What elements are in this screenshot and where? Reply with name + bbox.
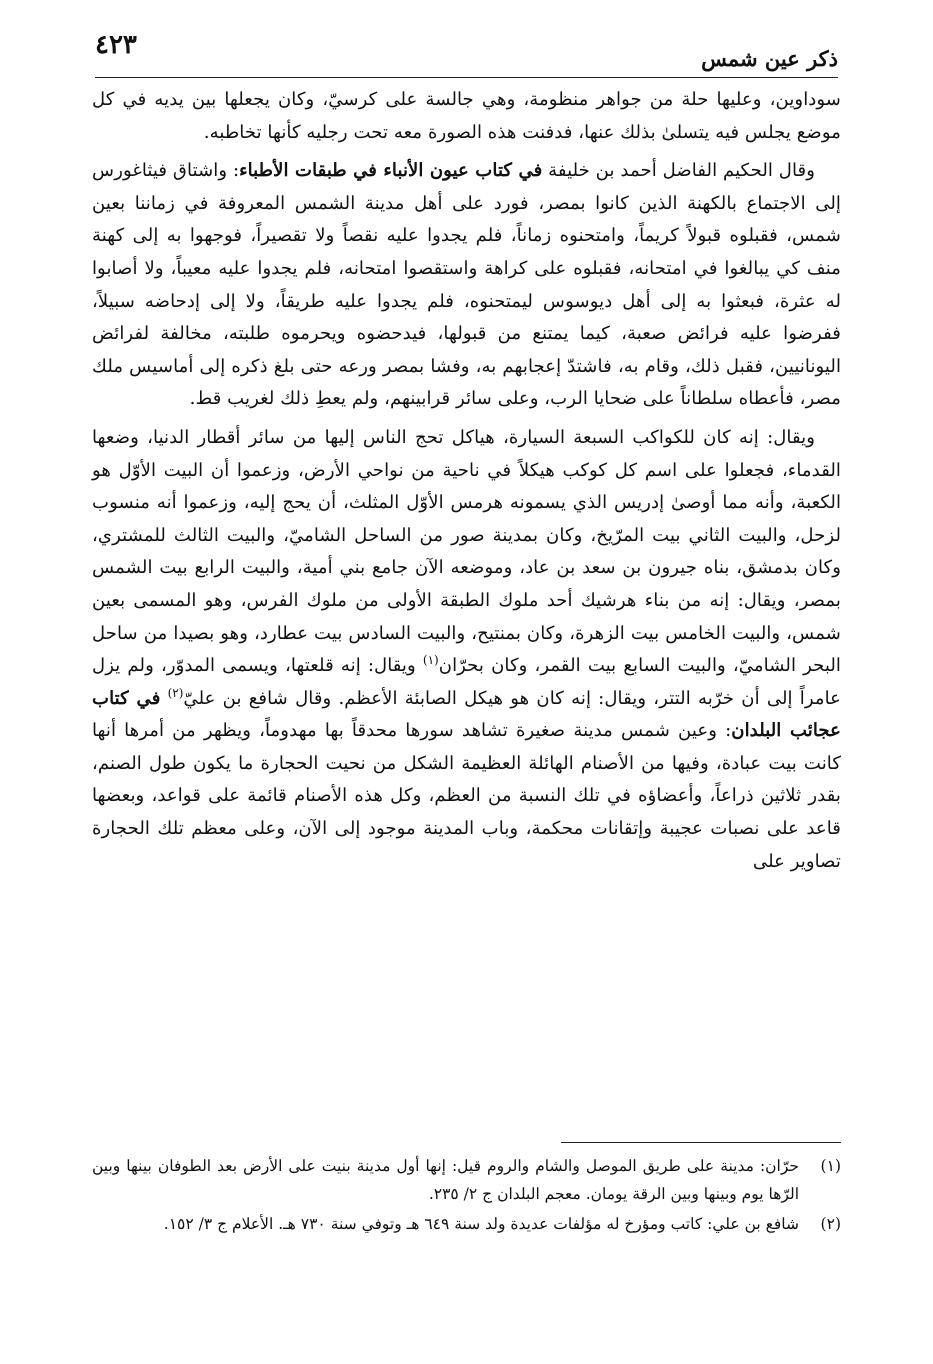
running-title: ذكر عين شمس: [701, 46, 838, 71]
footnote-2-text: شافع بن علي: كاتب ومؤرخ له مؤلفات عديدة ولد سنة ٦٤٩ هـ وتوفي سنة ٧٣٠ هـ. الأعلام ج ٣/ ١٥٢.: [163, 1215, 799, 1233]
paragraph-3: [92, 422, 841, 878]
paragraph-1-text: سوداوين، وعليها حلة من جواهر منظومة، وهي جالسة على كرسيّ، وكان يجعلها بين يديه في كل موضع يجلس فيه يتسلىٰ بذلك عنها، فدفنت هذه الصورة معه تحت رجليه كأنها تخاطبه.: [92, 89, 841, 143]
paragraph-1: [92, 84, 841, 149]
footnote-1-number: (١): [820, 1157, 841, 1175]
footnotes: [92, 1152, 841, 1240]
paragraph-2-rest: : واشتاق فيثاغورس إلى الاجتماع بالكهنة الذين كانوا بمصر، فورد على أهل مدينة الشمس المعروفة في زماننا بعين شمس، فقبلوه قبولاً كريماً، وامتحنوه زماناً، فلم يجدوا عليه نقصاً ولا تقصيراً، فوجهوا به إلى كهنة منف كي يبالغوا في امتحانه، فقبلوه على كراهة واستقصوا امتحانه، فلم يجدوا عليه معيباً، ولا أصابوا له عثرة، فبعثوا به إلى أهل ديوسوس ليمتحنوه، فلم يجدوا عليه طريقاً، ولا إلى إدحاضه سبيلاً، ففرضوا عليه فرائض صعبة، كيما يمتنع من قبولها، فيدحضوه ويحرموه طلبته، مخالفة لفرائض اليونانيين، فقبل ذلك، وقام به، فاشتدّ إعجابهم به، وفشا بمصر ورعه حتى بلغ ذكره إلى أماسيس ملك مصر، فأعطاه سلطاناً على ضحايا الرب، وعلى سائر قرابينهم، ولم يعطِ ذلك لغريب قط.: [92, 160, 841, 410]
paragraph-2: [92, 155, 841, 416]
main-text: [92, 84, 841, 884]
footnote-divider: [561, 1142, 841, 1143]
paragraph-3-part-d: : وعين شمس مدينة صغيرة تشاهد سورها محدقاً بها مهدوماً، ويظهر من أمرها أنها كانت بيت عبادة، وفيها من الأصنام الهائلة العظيمة الشكل من نحيت الحجارة ما يكون طول الصنم، بقدر ثلاثين ذراعاً، وأعضاؤه في تلك النسبة من العظم، وكل هذه الأصنام قائمة على قواعد، وبعضها قاعد على نصبات عجيبة وإتقانات محكمة، وباب المدينة موجود إلى الآن، وعلى معظم تلك الحجارة تصاوير على: [92, 720, 841, 872]
footnote-2-number: (٢): [820, 1215, 841, 1233]
page-number: ٤٢٣: [95, 30, 137, 60]
header-divider: [95, 77, 838, 78]
source-title-ajaib-al-buldan: في كتاب عجائب البلدان: [92, 687, 842, 742]
footnote-ref-1: (١): [422, 653, 439, 668]
paragraph-3-space: [160, 688, 167, 709]
source-title-uyun-al-anba: في كتاب عيون الأنباء في طبقات الأطباء: [239, 160, 543, 182]
paragraph-3-part-a: ويقال: إنه كان للكواكب السبعة السيارة، هياكل تحج الناس إليها من سائر أقطار الدنيا، وضعها القدماء، فجعلوا على اسم كل كوكب هيكلاً في ناحية من نواحي الأرض، وزعموا أن البيت الأوّل هو الكعبة، وأنه مما أوصىٰ إدريس الذي يسمونه هرمس الأوّل المثلث، أن يحج إليه، وزعموا أنه منسوب لزحل، والبيت الثاني بيت المرّيخ، وكان بمدينة صور من الساحل الشاميّ، والبيت الثالث للمشتري، وكان بدمشق، بناه جيرون بن سعد بن عاد، وموضعه الآن جامع بني أمية، والبيت الرابع بيت الشمس بمصر، ويقال: إنه من بناء هرشيك أحد ملوك الطبقة الأولى من ملوك الفرس، وهو المسمى بعين شمس، والبيت الخامس بيت الزهرة، وكان بمنتيح، والبيت السادس بيت عطارد، وهو بصيدا من ساحل البحر الشاميّ، والبيت السابع بيت القمر، وكان بحرّان: [92, 426, 841, 677]
footnote-ref-2: (٢): [167, 685, 184, 700]
footnote-2: [92, 1210, 841, 1238]
page-header: [95, 30, 838, 74]
paragraph-3-part-b: ويقال: إنه قلعتها، ويسمى المدوّر، ولم يزل عامراً إلى أن خرّبه التتر، ويقال: إنه كان هو هيكل الصابئة الأعظم. وقال شافع بن عليّ: [92, 655, 841, 709]
paragraph-2-lead: وقال الحكيم الفاضل أحمد بن خليفة: [542, 160, 815, 182]
footnote-1-text: حرّان: مدينة على طريق الموصل والشام والروم قيل: إنها أول مدينة بنيت على الأرض بعد الطوفان بينها وبين الرّها يوم وبينها وبين الرقة يومان. معجم البلدان ج ٢/ ٢٣٥.: [92, 1157, 799, 1203]
footnote-1: [92, 1152, 841, 1208]
